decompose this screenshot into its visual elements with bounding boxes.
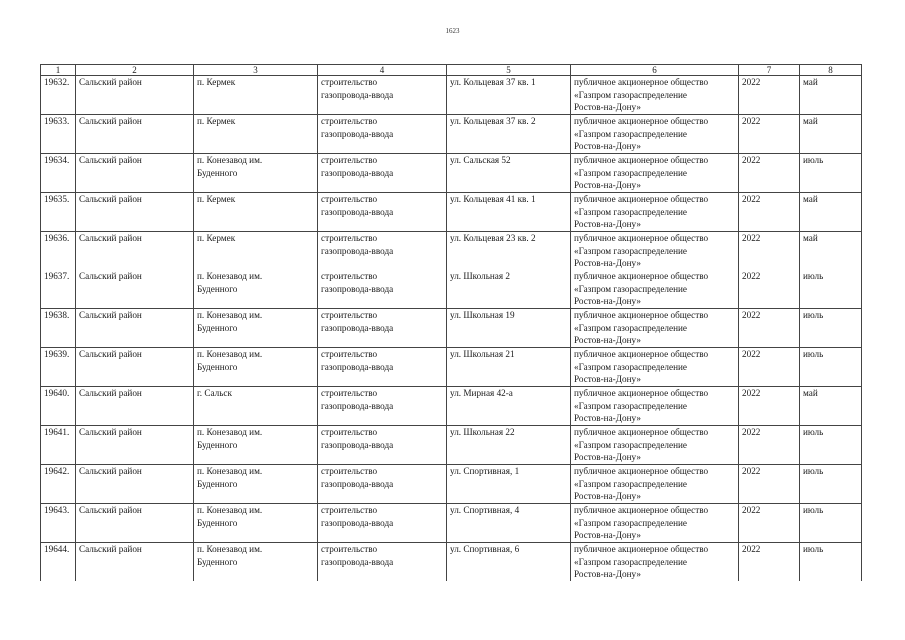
month-cell: май: [800, 115, 862, 154]
district-cell: Сальский район: [76, 76, 194, 115]
cell-line: строительство: [321, 116, 378, 126]
settlement-cell: [194, 465, 318, 504]
cell-line: газопровода-ввода: [321, 361, 394, 372]
cell-line: газопровода-ввода: [321, 245, 394, 256]
settlement-cell: [194, 543, 318, 582]
year-cell: 2022: [739, 154, 800, 193]
settlement-cell: [194, 348, 318, 387]
cell-line: п. Конезавод им.: [197, 544, 263, 554]
cell-line: Ростов-на-Дону»: [574, 258, 641, 268]
cell-line: п. Кермек: [197, 194, 236, 204]
cell-line: «Газпром газораспределение: [574, 245, 687, 256]
cell-line: ул. Спортивная, 6: [450, 544, 520, 554]
month-cell: май: [800, 387, 862, 426]
row-number-cell: 19644.: [41, 543, 76, 582]
cell-line: п. Конезавод им.: [197, 505, 263, 515]
cell-line: ул. Мирная 42-а: [450, 388, 513, 398]
table-row: [41, 348, 862, 387]
address-cell: [447, 115, 571, 154]
month-cell: июль: [800, 348, 862, 387]
column-header: 5: [447, 65, 571, 76]
settlement-cell: [194, 387, 318, 426]
address-cell: [447, 426, 571, 465]
organization-cell: [571, 543, 739, 582]
table-row: [41, 270, 862, 309]
work-type-cell: [318, 426, 447, 465]
row-number-cell: 19633.: [41, 115, 76, 154]
cell-line: Буденного: [197, 556, 238, 567]
cell-line: газопровода-ввода: [321, 167, 394, 178]
address-cell: [447, 504, 571, 543]
year-cell: 2022: [739, 309, 800, 348]
column-header: 3: [194, 65, 318, 76]
cell-line: Буденного: [197, 361, 238, 372]
cell-line: ул. Школьная 19: [450, 310, 515, 320]
settlement-cell: [194, 270, 318, 309]
work-type-cell: [318, 193, 447, 232]
cell-line: публичное акционерное общество: [574, 388, 709, 398]
work-type-cell: [318, 115, 447, 154]
year-cell: 2022: [739, 232, 800, 271]
organization-cell: [571, 76, 739, 115]
cell-line: Ростов-на-Дону»: [574, 491, 641, 501]
cell-line: публичное акционерное общество: [574, 77, 709, 87]
month-cell: май: [800, 193, 862, 232]
year-cell: 2022: [739, 270, 800, 309]
work-type-cell: [318, 504, 447, 543]
cell-line: «Газпром газораспределение: [574, 283, 687, 294]
cell-line: строительство: [321, 505, 378, 515]
row-number-cell: 19637.: [41, 270, 76, 309]
organization-cell: [571, 309, 739, 348]
year-cell: 2022: [739, 348, 800, 387]
cell-line: публичное акционерное общество: [574, 349, 709, 359]
cell-line: «Газпром газораспределение: [574, 439, 687, 450]
year-cell: 2022: [739, 465, 800, 504]
cell-line: ул. Сальская 52: [450, 155, 511, 165]
district-cell: Сальский район: [76, 154, 194, 193]
organization-cell: [571, 387, 739, 426]
cell-line: публичное акционерное общество: [574, 544, 709, 554]
table-row: [41, 504, 862, 543]
month-cell: май: [800, 76, 862, 115]
column-header: 7: [739, 65, 800, 76]
row-number-cell: 19639.: [41, 348, 76, 387]
cell-line: Ростов-на-Дону»: [574, 180, 641, 190]
cell-line: «Газпром газораспределение: [574, 89, 687, 100]
cell-line: ул. Кольцевая 37 кв. 2: [450, 116, 536, 126]
cell-line: газопровода-ввода: [321, 439, 394, 450]
table-row: [41, 465, 862, 504]
row-number-cell: 19636.: [41, 232, 76, 271]
page-number: 1623: [445, 27, 460, 35]
year-cell: 2022: [739, 115, 800, 154]
cell-line: Ростов-на-Дону»: [574, 569, 641, 579]
cell-line: газопровода-ввода: [321, 89, 394, 100]
cell-line: газопровода-ввода: [321, 206, 394, 217]
table-row: [41, 76, 862, 115]
month-cell: июль: [800, 154, 862, 193]
district-cell: Сальский район: [76, 348, 194, 387]
row-number-cell: 19634.: [41, 154, 76, 193]
cell-line: газопровода-ввода: [321, 478, 394, 489]
cell-line: п. Кермек: [197, 233, 236, 243]
cell-line: «Газпром газораспределение: [574, 400, 687, 411]
table-row: [41, 154, 862, 193]
cell-line: публичное акционерное общество: [574, 155, 709, 165]
cell-line: ул. Кольцевая 37 кв. 1: [450, 77, 536, 87]
cell-line: газопровода-ввода: [321, 517, 394, 528]
settlement-cell: [194, 504, 318, 543]
year-cell: 2022: [739, 193, 800, 232]
organization-cell: [571, 465, 739, 504]
cell-line: строительство: [321, 544, 378, 554]
month-cell: июль: [800, 504, 862, 543]
cell-line: Ростов-на-Дону»: [574, 335, 641, 345]
district-cell: Сальский район: [76, 426, 194, 465]
year-cell: 2022: [739, 76, 800, 115]
cell-line: п. Конезавод им.: [197, 427, 263, 437]
address-cell: [447, 193, 571, 232]
year-cell: 2022: [739, 387, 800, 426]
year-cell: 2022: [739, 543, 800, 582]
cell-line: «Газпром газораспределение: [574, 206, 687, 217]
cell-line: газопровода-ввода: [321, 400, 394, 411]
cell-line: п. Кермек: [197, 77, 236, 87]
cell-line: ул. Школьная 2: [450, 271, 510, 281]
work-type-cell: [318, 543, 447, 582]
cell-line: ул. Спортивная, 1: [450, 466, 520, 476]
settlement-cell: [194, 193, 318, 232]
cell-line: Буденного: [197, 439, 238, 450]
district-cell: Сальский район: [76, 465, 194, 504]
registry-table: [40, 64, 862, 581]
organization-cell: [571, 348, 739, 387]
cell-line: строительство: [321, 194, 378, 204]
work-type-cell: [318, 270, 447, 309]
organization-cell: [571, 115, 739, 154]
month-cell: май: [800, 232, 862, 271]
row-number-cell: 19640.: [41, 387, 76, 426]
row-number-cell: 19643.: [41, 504, 76, 543]
district-cell: Сальский район: [76, 115, 194, 154]
cell-line: ул. Спортивная, 4: [450, 505, 520, 515]
settlement-cell: [194, 115, 318, 154]
cell-line: п. Конезавод им.: [197, 310, 263, 320]
table-row: [41, 193, 862, 232]
cell-line: строительство: [321, 349, 378, 359]
cell-line: публичное акционерное общество: [574, 310, 709, 320]
district-cell: Сальский район: [76, 270, 194, 309]
organization-cell: [571, 154, 739, 193]
cell-line: п. Конезавод им.: [197, 155, 263, 165]
table-row: [41, 309, 862, 348]
settlement-cell: [194, 426, 318, 465]
column-header: 8: [800, 65, 862, 76]
cell-line: «Газпром газораспределение: [574, 517, 687, 528]
work-type-cell: [318, 387, 447, 426]
work-type-cell: [318, 309, 447, 348]
work-type-cell: [318, 76, 447, 115]
table-row: [41, 387, 862, 426]
cell-line: строительство: [321, 233, 378, 243]
cell-line: Буденного: [197, 167, 238, 178]
cell-line: Ростов-на-Дону»: [574, 413, 641, 423]
cell-line: публичное акционерное общество: [574, 271, 709, 281]
cell-line: строительство: [321, 427, 378, 437]
month-cell: июль: [800, 426, 862, 465]
organization-cell: [571, 193, 739, 232]
work-type-cell: [318, 154, 447, 193]
cell-line: строительство: [321, 388, 378, 398]
cell-line: ул. Школьная 22: [450, 427, 515, 437]
cell-line: публичное акционерное общество: [574, 194, 709, 204]
address-cell: [447, 348, 571, 387]
district-cell: Сальский район: [76, 309, 194, 348]
cell-line: публичное акционерное общество: [574, 505, 709, 515]
cell-line: Ростов-на-Дону»: [574, 452, 641, 462]
cell-line: «Газпром газораспределение: [574, 322, 687, 333]
settlement-cell: [194, 154, 318, 193]
cell-line: публичное акционерное общество: [574, 116, 709, 126]
column-header: 2: [76, 65, 194, 76]
settlement-cell: [194, 232, 318, 271]
address-cell: [447, 232, 571, 271]
address-cell: [447, 543, 571, 582]
cell-line: п. Конезавод им.: [197, 271, 263, 281]
address-cell: [447, 154, 571, 193]
district-cell: Сальский район: [76, 543, 194, 582]
cell-line: строительство: [321, 271, 378, 281]
registry-table-body: [41, 76, 862, 582]
month-cell: июль: [800, 465, 862, 504]
cell-line: Ростов-на-Дону»: [574, 219, 641, 229]
row-number-cell: 19635.: [41, 193, 76, 232]
address-cell: [447, 270, 571, 309]
table-row: [41, 232, 862, 271]
organization-cell: [571, 504, 739, 543]
cell-line: газопровода-ввода: [321, 322, 394, 333]
table-row: [41, 426, 862, 465]
cell-line: ул. Школьная 21: [450, 349, 515, 359]
cell-line: ул. Кольцевая 41 кв. 1: [450, 194, 536, 204]
district-cell: Сальский район: [76, 193, 194, 232]
cell-line: Ростов-на-Дону»: [574, 102, 641, 112]
address-cell: [447, 465, 571, 504]
cell-line: публичное акционерное общество: [574, 233, 709, 243]
row-number-cell: 19642.: [41, 465, 76, 504]
organization-cell: [571, 426, 739, 465]
work-type-cell: [318, 232, 447, 271]
settlement-cell: [194, 309, 318, 348]
work-type-cell: [318, 465, 447, 504]
row-number-cell: 19641.: [41, 426, 76, 465]
cell-line: Буденного: [197, 322, 238, 333]
address-cell: [447, 309, 571, 348]
column-header: 4: [318, 65, 447, 76]
month-cell: июль: [800, 309, 862, 348]
cell-line: «Газпром газораспределение: [574, 167, 687, 178]
cell-line: газопровода-ввода: [321, 556, 394, 567]
cell-line: строительство: [321, 155, 378, 165]
cell-line: «Газпром газораспределение: [574, 361, 687, 372]
cell-line: строительство: [321, 77, 378, 87]
cell-line: строительство: [321, 310, 378, 320]
organization-cell: [571, 232, 739, 271]
column-header: 6: [571, 65, 739, 76]
cell-line: «Газпром газораспределение: [574, 556, 687, 567]
cell-line: публичное акционерное общество: [574, 466, 709, 476]
year-cell: 2022: [739, 426, 800, 465]
cell-line: Ростов-на-Дону»: [574, 530, 641, 540]
settlement-cell: [194, 76, 318, 115]
cell-line: Ростов-на-Дону»: [574, 141, 641, 151]
address-cell: [447, 76, 571, 115]
cell-line: Буденного: [197, 283, 238, 294]
cell-line: Ростов-на-Дону»: [574, 374, 641, 384]
district-cell: Сальский район: [76, 504, 194, 543]
cell-line: «Газпром газораспределение: [574, 478, 687, 489]
table-row: [41, 543, 862, 582]
cell-line: Буденного: [197, 478, 238, 489]
cell-line: ул. Кольцевая 23 кв. 2: [450, 233, 536, 243]
cell-line: «Газпром газораспределение: [574, 128, 687, 139]
row-number-cell: 19638.: [41, 309, 76, 348]
column-number-header-row: [41, 65, 862, 76]
month-cell: июль: [800, 270, 862, 309]
cell-line: Ростов-на-Дону»: [574, 296, 641, 306]
year-cell: 2022: [739, 504, 800, 543]
cell-line: газопровода-ввода: [321, 283, 394, 294]
cell-line: Буденного: [197, 517, 238, 528]
month-cell: июль: [800, 543, 862, 582]
column-header: 1: [41, 65, 76, 76]
cell-line: публичное акционерное общество: [574, 427, 709, 437]
address-cell: [447, 387, 571, 426]
district-cell: Сальский район: [76, 232, 194, 271]
organization-cell: [571, 270, 739, 309]
district-cell: Сальский район: [76, 387, 194, 426]
table-row: [41, 115, 862, 154]
row-number-cell: 19632.: [41, 76, 76, 115]
cell-line: строительство: [321, 466, 378, 476]
cell-line: газопровода-ввода: [321, 128, 394, 139]
cell-line: п. Кермек: [197, 116, 236, 126]
work-type-cell: [318, 348, 447, 387]
cell-line: п. Конезавод им.: [197, 349, 263, 359]
cell-line: п. Конезавод им.: [197, 466, 263, 476]
cell-line: г. Сальск: [197, 388, 232, 398]
